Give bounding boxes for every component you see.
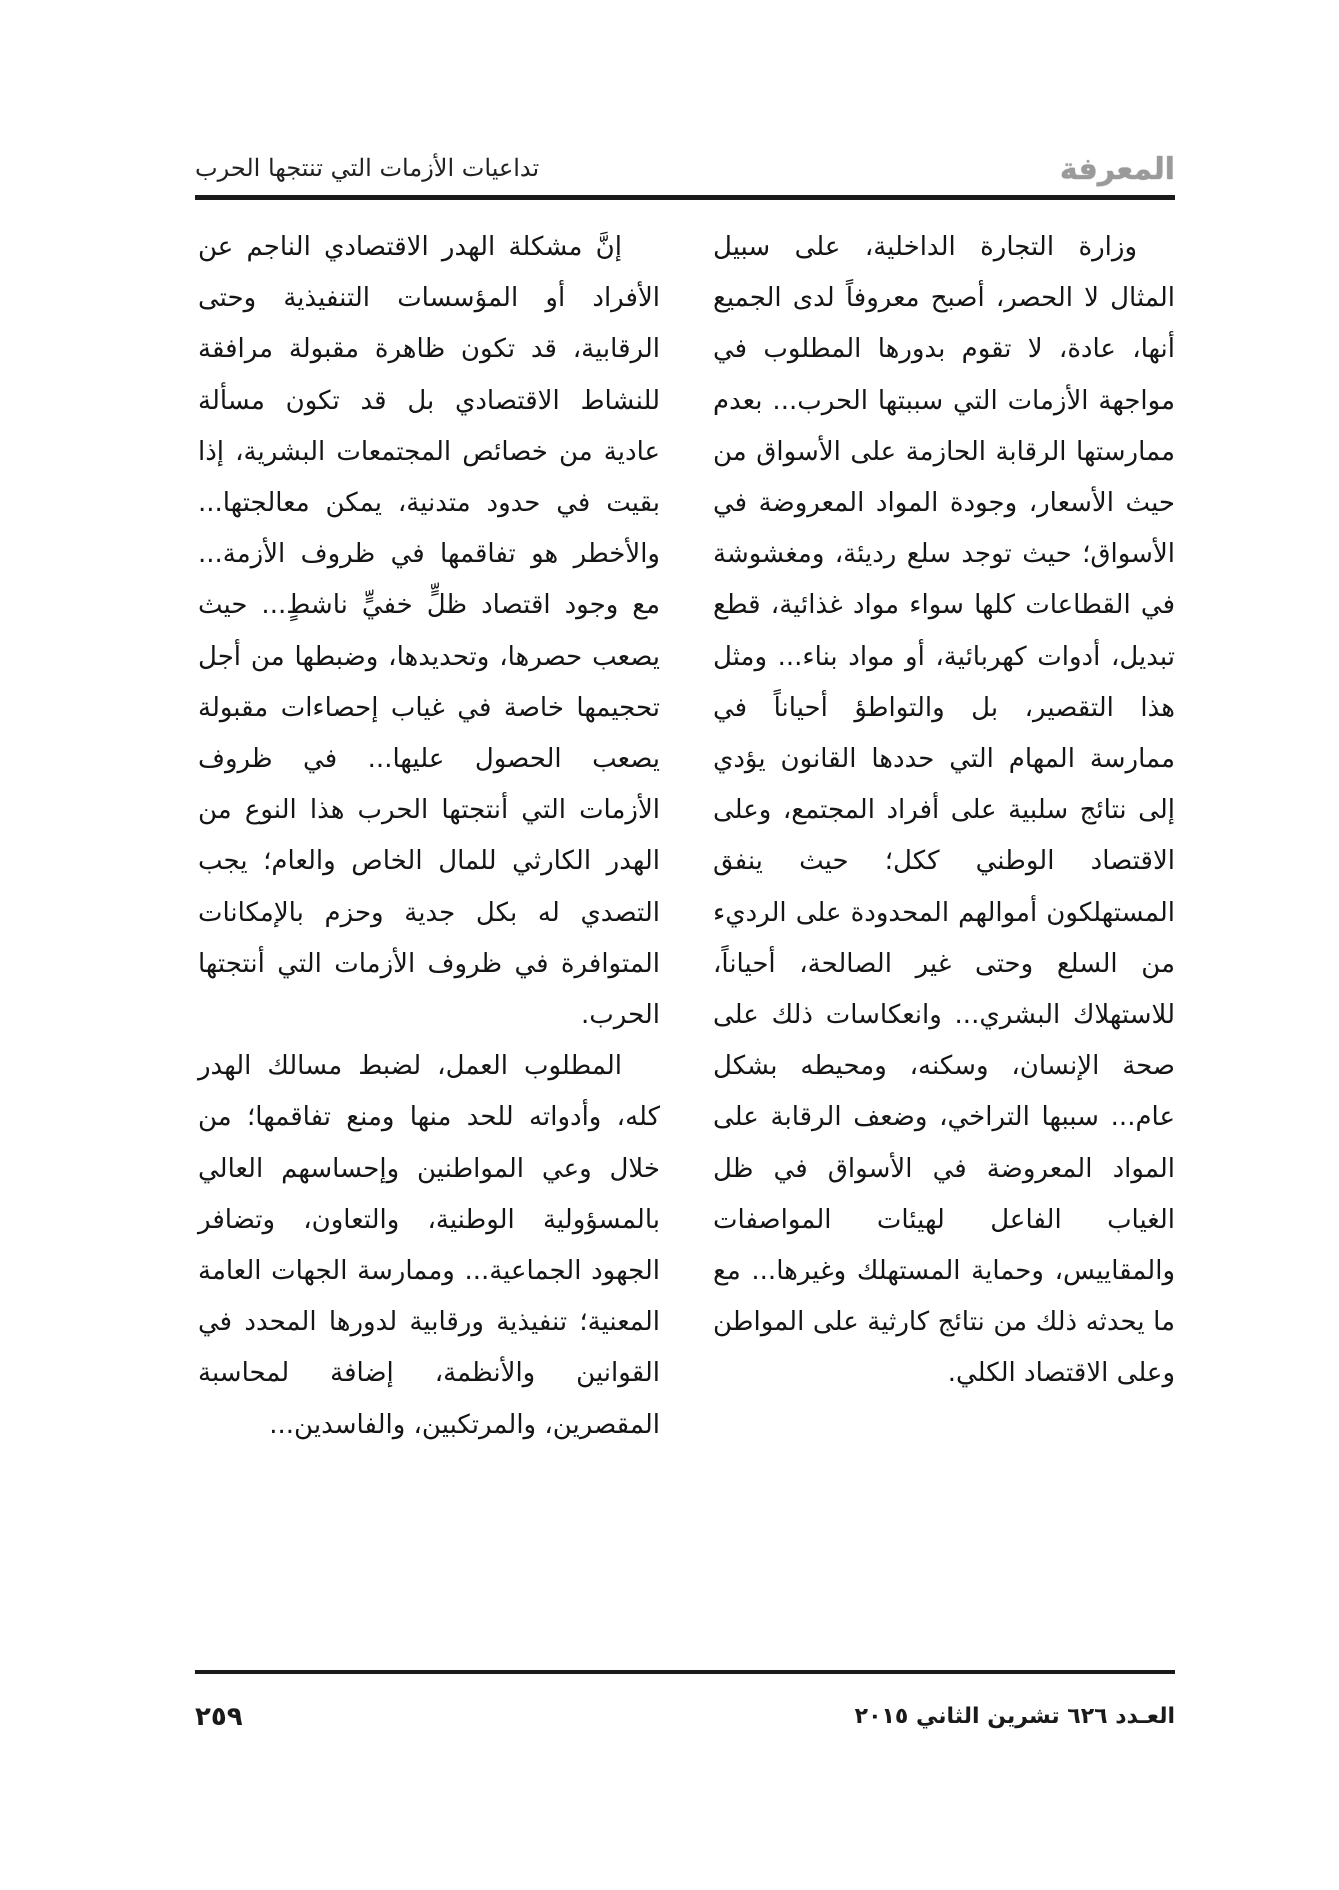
magazine-logo [1060,150,1175,190]
footer-divider [195,1670,1175,1674]
header-divider [195,195,1175,200]
issue-info: العـدد ٦٢٦ تشرين الثاني ٢٠١٥ [854,1704,1175,1729]
magazine-logo-text: المعرفة [1059,152,1175,187]
page-number: ٢٥٩ [195,1702,243,1732]
running-title: تداعيات الأزمات التي تنتجها الحرب [195,154,540,182]
left-column-paragraph-1: إنَّ مشكلة الهدر الاقتصادي الناجم عن الأفراد أو المؤسسات التنفيذية وحتى الرقابية، قد تكون ظاهرة مقبولة مرافقة للنشاط الاقتصادي بل قد تكون مسألة عادية من خصائص المجتمعات البشرية، إذا بقيت في حدود متدنية، يمكن معالجتها... والأخطر هو تفاقمها في ظروف الأزمة... مع وجود اقتصاد ظلٍّ خفيٍّ ناشطٍ... حيث يصعب حصرها، وتحديدها، وضبطها من أجل تحجيمها خاصة في غياب إحصاءات مقبولة يصعب الحصول عليها... في ظروف الأزمات التي أنتجتها الحرب هذا النوع من الهدر الكارثي للمال الخاص والعام؛ يجب التصدي له بكل جدية وحزم بالإمكانات المتوافرة في ظروف الأزمات التي أنتجتها الحرب. [198,232,660,1031]
page-footer [195,1700,1175,1740]
right-column-paragraph-1: وزارة التجارة الداخلية، على سبيل المثال لا الحصر، أصبح معروفاً لدى الجميع أنها، عادة، لا تقوم بدورها المطلوب في مواجهة الأزمات التي سببتها الحرب... بعدم ممارستها الرقابة الحازمة على الأسواق من حيث الأسعار، وجودة المواد المعروضة في الأسواق؛ حيث توجد سلع رديئة، ومغشوشة في القطاعات كلها سواء مواد غذائية، قطع تبديل، أدوات كهربائية، أو مواد بناء... ومثل هذا التقصير، بل والتواطؤ أحياناً في ممارسة المهام التي حددها القانون يؤدي إلى نتائج سلبية على أفراد المجتمع، وعلى الاقتصاد الوطني ككل؛ حيث ينفق المستهلكون أموالهم المحدودة على الرديء من السلع وحتى غير الصالحة، أحياناً، للاستهلاك البشري... وانعكاسات ذلك على صحة الإنسان، وسكنه، ومحيطه بشكل عام... سببها التراخي، وضعف الرقابة على المواد المعروضة في الأسواق في ظل الغياب الفاعل لهيئات المواصفات والمقاييس، وحماية المستهلك وغيرها... مع ما يحدثه ذلك من نتائج كارثية على المواطن وعلى الاقتصاد الكلي. [713,232,1175,1389]
right-column [713,222,1175,1400]
left-column-paragraph-2: المطلوب العمل، لضبط مسالك الهدر كله، وأدواته للحد منها ومنع تفاقمها؛ من خلال وعي المواطنين وإحساسهم العالي بالمسؤولية الوطنية، والتعاون، وتضافر الجهود الجماعية... وممارسة الجهات العامة المعنية؛ تنفيذية ورقابية لدورها المحدد في القوانين والأنظمة، إضافة لمحاسبة المقصرين، والمرتكبين، والفاسدين... [198,1051,660,1440]
left-column [198,222,660,1451]
page-header [195,150,1175,192]
